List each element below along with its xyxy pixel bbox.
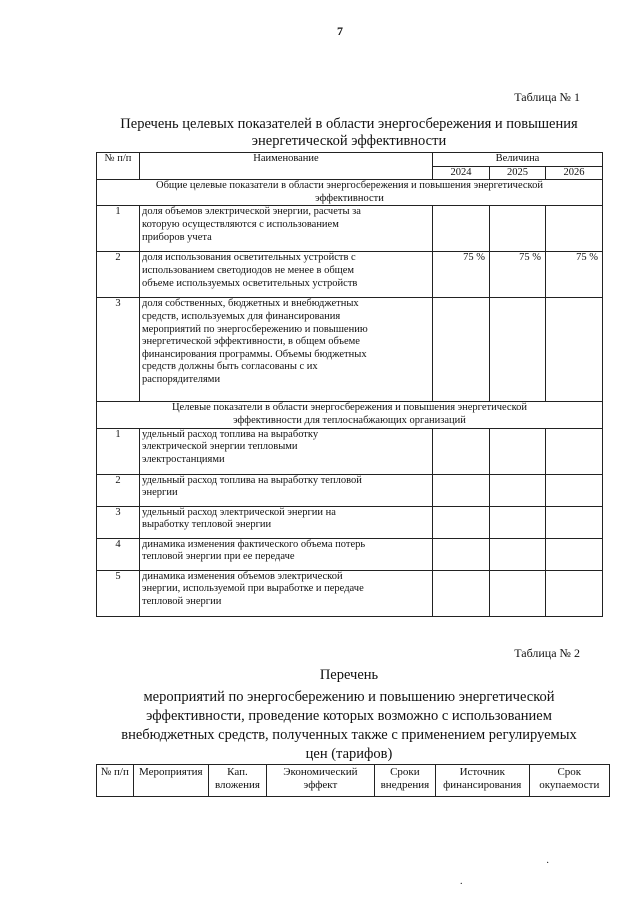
table-row — [97, 506, 603, 538]
target-indicators-table — [96, 152, 603, 617]
header-implementation-period — [374, 765, 435, 797]
row-number: 3 — [97, 506, 140, 538]
value-2026: 75 % — [546, 252, 603, 298]
row-name-line: доля объемов электрической энергии, расчеты за — [142, 206, 361, 218]
value-2025 — [490, 206, 546, 252]
measures-table — [96, 764, 610, 797]
section1-title — [97, 180, 603, 206]
row-name-line: электрической энергии тепловыми — [142, 441, 298, 453]
section2-title-line1: Целевые показатели в области энергосбережения и повышения энергетической — [171, 402, 528, 414]
header-measures — [133, 765, 208, 797]
table2-label: Таблица № 2 — [514, 646, 580, 660]
table-row — [97, 298, 603, 402]
value-2025 — [490, 570, 546, 616]
row-number: 3 — [97, 298, 140, 402]
row-name-line: финансирования программы. Объемы бюджетных — [142, 348, 367, 360]
row-name — [140, 252, 433, 298]
table1-header-row — [97, 153, 603, 167]
value-2025 — [490, 428, 546, 474]
row-name-line: мероприятий по энергосбережению и повышению — [142, 323, 368, 335]
table2-title-line3: эффективности, проведение которых возможно с использованием — [146, 708, 552, 724]
row-name-line: выработку тепловой энергии — [142, 519, 272, 531]
header-line: Сроки — [390, 766, 420, 778]
header-line: № п/п — [100, 766, 129, 778]
value-2026 — [546, 428, 603, 474]
value-2024: 75 % — [433, 252, 490, 298]
row-number: 2 — [97, 474, 140, 506]
row-number: 2 — [97, 252, 140, 298]
section1-title-line2: эффективности — [315, 192, 384, 204]
header-economic-effect — [266, 765, 374, 797]
header-line: вложения — [214, 779, 260, 791]
row-name-line: доля собственных, бюджетных и внебюджетных — [142, 298, 359, 310]
stray-mark: · — [546, 858, 550, 869]
section2-title-line2: эффективности для теплоснабжающих организаций — [233, 414, 466, 426]
table2-title-line4: внебюджетных средств, полученных также с применением регулируемых — [121, 727, 577, 743]
value-2024 — [433, 298, 490, 402]
row-name-line: динамика изменения фактического объема потерь — [142, 538, 366, 550]
row-name-line: средств, используемых для финансирования — [142, 310, 341, 322]
row-name — [140, 570, 433, 616]
row-name — [140, 206, 433, 252]
table1-title — [96, 116, 602, 150]
value-2024 — [433, 206, 490, 252]
value-2024 — [433, 428, 490, 474]
stray-mark: . — [460, 876, 463, 887]
row-name — [140, 538, 433, 570]
row-name-line: энергии, используемой при выработке и передаче — [142, 583, 364, 595]
table2-title-line5: цен (тарифов) — [305, 746, 393, 762]
table2-title-line1: Перечень — [319, 667, 379, 683]
row-name-line: которую осуществляются с использованием — [142, 218, 339, 230]
row-name — [140, 506, 433, 538]
value-2025 — [490, 538, 546, 570]
table-row — [97, 428, 603, 474]
header-line: финансирования — [443, 779, 522, 791]
row-name — [140, 474, 433, 506]
row-name-line: удельный расход электрической энергии на — [142, 506, 336, 518]
header-line: внедрения — [380, 779, 430, 791]
table2-header-row — [97, 765, 610, 797]
row-name-line: удельный расход топлива на выработку тепловой — [142, 474, 362, 486]
value-2024 — [433, 538, 490, 570]
section2-title-row — [97, 402, 603, 428]
table2-title — [86, 666, 612, 764]
row-name-line: объеме используемых осветительных устройств — [142, 277, 358, 289]
row-number: 5 — [97, 570, 140, 616]
header-number — [97, 765, 134, 797]
header-line: Мероприятия — [138, 766, 203, 778]
header-year-2026: 2026 — [546, 166, 603, 180]
row-name-line: доля использования осветительных устройств с — [142, 252, 356, 264]
row-name — [140, 298, 433, 402]
row-number: 1 — [97, 206, 140, 252]
table1-title-line2: энергетической эффективности — [251, 133, 447, 149]
value-2024 — [433, 570, 490, 616]
value-2025 — [490, 298, 546, 402]
value-2025 — [490, 474, 546, 506]
section1-title-line1: Общие целевые показатели в области энергосбережения и повышения энергетической — [155, 180, 543, 192]
row-name-line: удельный расход топлива на выработку — [142, 428, 319, 440]
row-name-line: энергии — [142, 487, 178, 499]
value-2026 — [546, 506, 603, 538]
header-name: Наименование — [140, 153, 433, 180]
row-name-line: распорядителями — [142, 373, 221, 385]
value-2026 — [546, 570, 603, 616]
section1-title-row — [97, 180, 603, 206]
table-row — [97, 474, 603, 506]
header-year-2025: 2025 — [490, 166, 546, 180]
header-funding-source — [435, 765, 529, 797]
row-name-line: приборов учета — [142, 231, 212, 243]
header-line: Экономический — [283, 766, 358, 778]
row-name-line: энергетической эффективности, в общем объеме — [142, 336, 360, 348]
row-name-line: использованием светодиодов не менее в общем — [142, 264, 355, 276]
header-year-2024: 2024 — [433, 166, 490, 180]
table-row — [97, 206, 603, 252]
table1-label: Таблица № 1 — [514, 90, 580, 104]
header-line: эффект — [303, 779, 338, 791]
row-name-line: динамика изменения объемов электрической — [142, 570, 343, 582]
table-row — [97, 252, 603, 298]
header-line: Срок — [557, 766, 582, 778]
table2-title-line2: мероприятий по энергосбережению и повышению энергетической — [143, 689, 555, 705]
row-name-line: тепловой энергии при ее передаче — [142, 551, 295, 563]
header-line: Кап. — [227, 766, 248, 778]
header-value: Величина — [433, 153, 603, 167]
value-2026 — [546, 474, 603, 506]
row-name-line: тепловой энергии — [142, 595, 222, 607]
header-payback-period — [529, 765, 609, 797]
value-2024 — [433, 506, 490, 538]
value-2025: 75 % — [490, 252, 546, 298]
value-2025 — [490, 506, 546, 538]
value-2026 — [546, 298, 603, 402]
row-name-line: электростанциями — [142, 453, 225, 465]
row-name-line: средств должны быть согласованы с их — [142, 361, 318, 373]
section2-title — [97, 402, 603, 428]
header-line: Источник — [459, 766, 505, 778]
row-name — [140, 428, 433, 474]
page-number: 7 — [337, 24, 343, 38]
table-row — [97, 570, 603, 616]
value-2024 — [433, 474, 490, 506]
header-number: № п/п — [97, 153, 140, 180]
table1-title-line1: Перечень целевых показателей в области энергосбережения и повышения — [120, 116, 578, 132]
row-number: 1 — [97, 428, 140, 474]
row-number: 4 — [97, 538, 140, 570]
value-2026 — [546, 538, 603, 570]
header-capital-investments — [208, 765, 266, 797]
table-row — [97, 538, 603, 570]
value-2026 — [546, 206, 603, 252]
header-line: окупаемости — [539, 779, 600, 791]
